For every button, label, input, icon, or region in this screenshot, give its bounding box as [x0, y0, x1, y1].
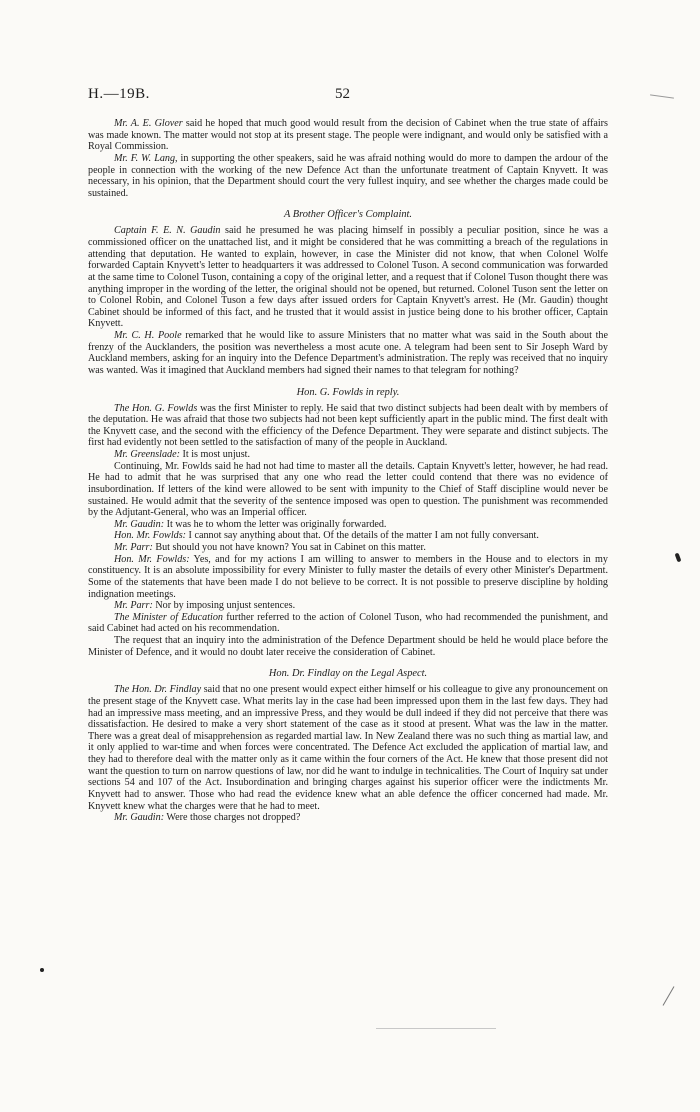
- paragraph-text: It was he to whom the letter was originally forwarded.: [164, 518, 387, 530]
- paragraph: [88, 612, 608, 635]
- paragraph: [88, 461, 608, 519]
- paragraph: [88, 530, 608, 542]
- speaker: The Hon. G. Fowlds: [114, 402, 198, 414]
- report-reference: H.—19B.: [88, 86, 150, 102]
- paragraph-text: remarked that he would like to assure Ministers that no matter what was said in the South about the frenzy of the Aucklanders, the position was nevertheless a most acute one. A telegram had been sent to Sir Joseph Ward by Auckland members, asking for an inquiry into the Defence Department's administration. The reply was received that no inquiry was wanted. Was it imagined that Auckland members had signed their names to that telegram for nothing?: [88, 330, 608, 376]
- document-body: [88, 118, 608, 824]
- section-heading: Hon. G. Fowlds in reply.: [296, 386, 400, 398]
- speaker: The Hon. Dr. Findlay: [114, 684, 202, 696]
- paragraph: [88, 684, 608, 812]
- paragraph: [88, 519, 608, 531]
- margin-mark-tick: [663, 986, 675, 1006]
- page-header: [88, 86, 608, 106]
- paragraph-text: The request that an inquiry into the administration of the Defence Department should be held he would place before the Minister of Defence, and it would no doubt later receive the consideration of Cabinet.: [88, 635, 608, 658]
- speaker: Mr. A. E. Glover: [114, 118, 183, 129]
- paragraph: [88, 554, 608, 601]
- margin-mark-left: [40, 968, 44, 972]
- margin-mark-top: [650, 94, 674, 98]
- paragraph-text: said that no one present would expect either himself or his colleague to give any pronouncement on the present stage of the Knyvett case. What merits lay in the case had been impressed upon them in the last few days. They had had an impressive mass meeting, and an impressive Press, and they would be dull indeed if they did not perceive that there was dissatisfaction. He desired to make a very short statement of the case as it stood at present. What was the law in the matter. There was a great deal of misapprehension as regarded martial law. In New Zealand there was no such thing as martial law, and it only applied to war-time and when forces were concentrated. The Defence Act excluded the application of martial law, and they had to therefore deal with the matter only as it came within the four corners of the Act. He knew that those present did not want the question to turn on narrow questions of law, nor did he want to indulge in technicalities. The Court of Inquiry sat under sections 54 and 107 of the Act. Insubordination and bringing charges against his superior officer were the indictments Mr. Knyvett had to answer. Those who had read the evidence knew what an able defence the officer concerned had made. Mr. Knyvett knew what the charges were that he had to meet.: [88, 684, 608, 812]
- speaker: Mr. F. W. Lang: [114, 152, 176, 164]
- speaker: Mr. Greenslade:: [114, 449, 180, 460]
- paragraph: [88, 403, 608, 450]
- speaker: Hon. Mr. Fowlds:: [114, 553, 190, 565]
- paragraph-text: , in supporting the other speakers, said he was afraid nothing would do more to dampen the ardour of the people in connection with the working of the new Defence Act than the unfortunate treatment of Captain Knyvett. It was necessary, in his opinion, that the Department should court the very fullest inquiry, and see whether the charges made could be sustained.: [88, 152, 608, 199]
- paragraph-text: Nor by imposing unjust sentences.: [152, 600, 296, 612]
- speaker: Mr. Gaudin:: [114, 518, 165, 530]
- speaker: Mr. Parr:: [114, 542, 153, 553]
- margin-mark-bottom: [376, 1028, 496, 1029]
- paragraph-text: was the first Minister to reply. He said that two distinct subjects had been dealt with by members of the deputation. He was afraid that those two subjects had not been kept sufficiently apart in the public mind. The first dealt with the Knyvett case, and the second with the efficiency of the Defence Department. They were separate and distinct subjects. The first had evidently not been settled to the satisfaction of many of the people in Auckland.: [88, 402, 608, 449]
- section-heading: A Brother Officer's Complaint.: [283, 209, 413, 221]
- paragraph: [88, 449, 608, 461]
- paragraph-text: said he presumed he was placing himself in possibly a peculiar position, since he was a commissioned officer on the unattached list, and it might be considered that he was committing a breach of the regulations in attending that deputation. He wanted to explain, however, in case the Minister did not know, that when Colonel Wolfe forwarded Captain Knyvett's letter to headquarters it was addressed to Colonel Tuson. A second communication was forwarded at the same time to Colonel Tuson, containing a copy of the original letter, and a request that if Colonel Tuson thought there was anything improper in the wording of the letter, the original should not be opened, but returned. Colonel Tuson sent the letter on to Colonel Robin, and Colonel Tuson a few days after issued orders for Captain Knyvett's arrest. He (Mr. Gaudin) thought Cabinet should be informed of this fact, and he trusted that it would assist in justice being done to his brother officer, Captain Knyvett.: [88, 225, 608, 330]
- paragraph-text: But should you not have known? You sat in Cabinet on this matter.: [152, 542, 426, 553]
- paragraph-text: It is most unjust.: [179, 449, 251, 460]
- paragraph-text: Were those charges not dropped?: [164, 812, 301, 824]
- page-number: 52: [335, 86, 350, 102]
- paragraph: [88, 330, 608, 377]
- paragraph: [88, 118, 608, 153]
- paragraph-text: Yes, and for my actions I am willing to answer to members in the House and to electors in my constituency. It is an absolute impossibility for every Minister to fully master the details of every other Minister's Department. Some of the statements that have been made I do not believe to be correct. It is not possible to preserve discipline by holding indignation meetings.: [88, 553, 608, 600]
- speaker: The Minister of Education: [114, 611, 223, 623]
- paragraph: [88, 812, 608, 824]
- paragraph-text: said he hoped that much good would result from the decision of Cabinet when the true state of affairs was made known. The matter would not stop at its present stage. The people were indignant, and would only be satisfied with a Royal Commission.: [88, 118, 608, 153]
- section-heading: Hon. Dr. Findlay on the Legal Aspect.: [268, 668, 428, 680]
- paragraph: [88, 542, 608, 554]
- speaker: Mr. Parr:: [114, 600, 153, 612]
- paragraph: [88, 600, 608, 612]
- speaker: Hon. Mr. Fowlds:: [114, 530, 187, 542]
- speaker: Mr. C. H. Poole: [114, 330, 182, 341]
- speaker: Mr. Gaudin:: [114, 812, 165, 824]
- speaker: Captain F. E. N. Gaudin: [114, 225, 221, 237]
- margin-mark-right: [675, 553, 682, 563]
- paragraph: [88, 635, 608, 658]
- paragraph: [88, 153, 608, 200]
- paragraph-text: Continuing, Mr. Fowlds said he had not had time to master all the details. Captain Knyvett's letter, however, he had read. He had to admit that he was surprised that any one who read the letter could contend that there was no evidence of insubordination. If letters of the kind were allowed to be sent with impunity to the Chief of Staff discipline would never be sustained. He would admit that the severity of the sentence imposed was open to question. The punishment was recommended by the Adjutant-General, who was an Imperial officer.: [88, 460, 608, 519]
- paragraph-text: further referred to the action of Colonel Tuson, who had recommended the punishment, and said Cabinet had acted on his recommendation.: [88, 611, 608, 635]
- paragraph-text: I cannot say anything about that. Of the details of the matter I am not fully conversant.: [186, 530, 539, 542]
- paragraph: [88, 225, 608, 330]
